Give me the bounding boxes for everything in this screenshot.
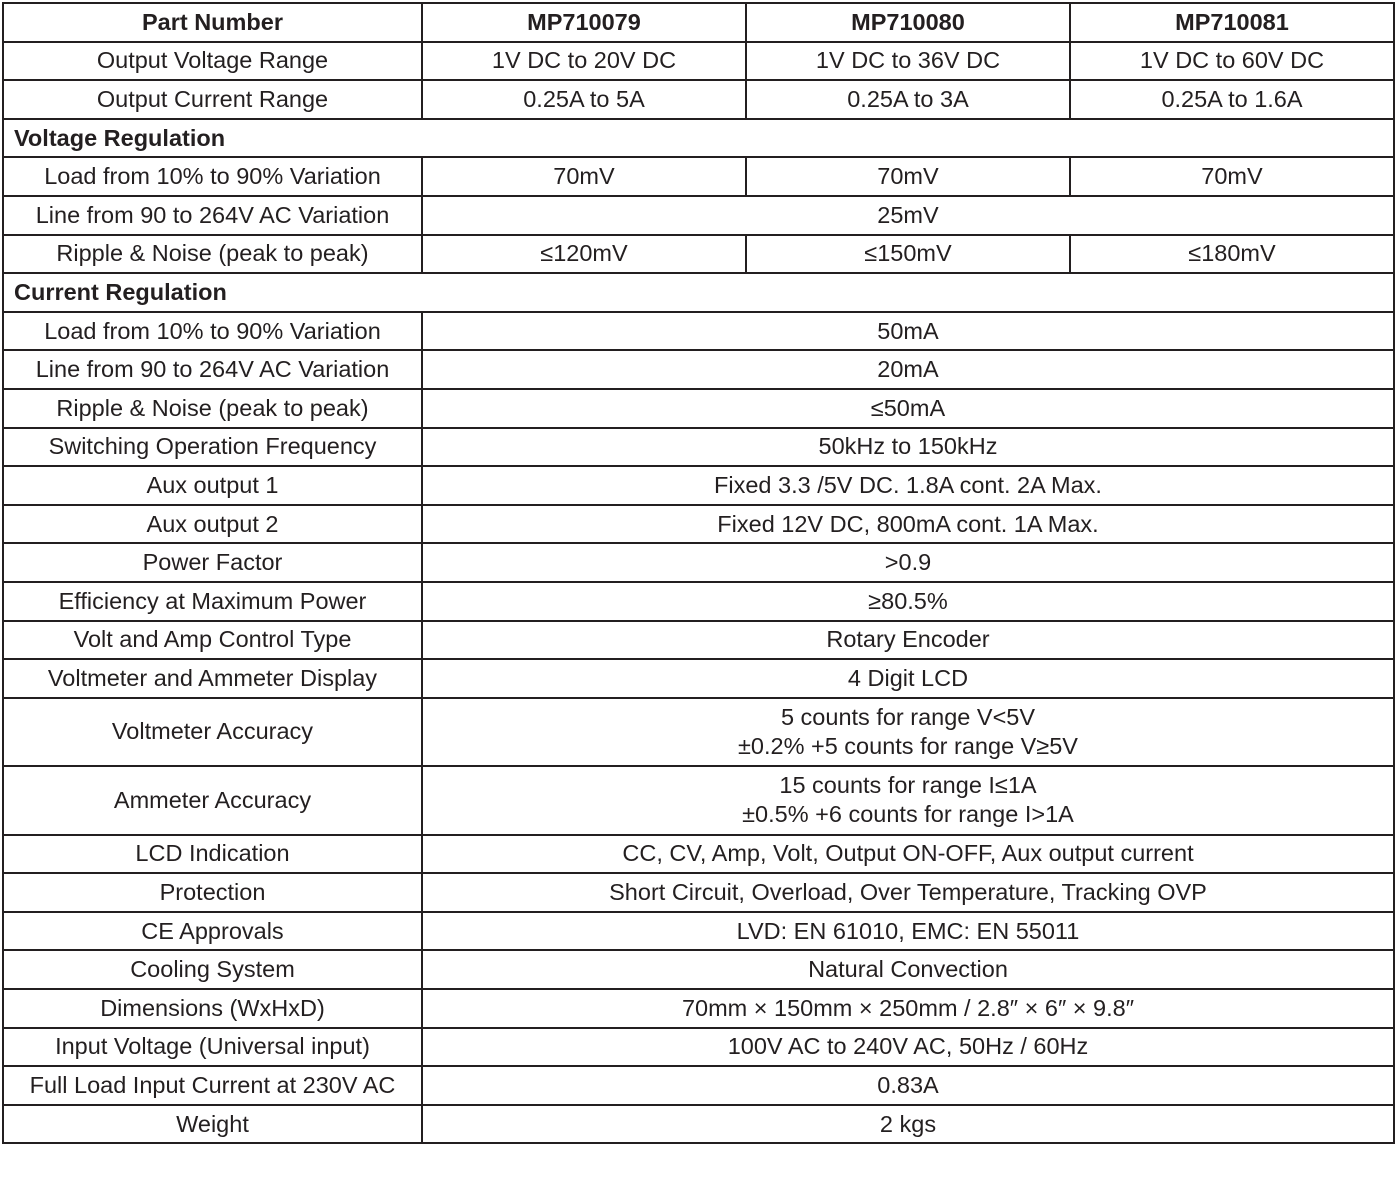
row-label: LCD Indication	[3, 835, 422, 874]
row-label: Load from 10% to 90% Variation	[3, 312, 422, 351]
row-value: Fixed 12V DC, 800mA cont. 1A Max.	[422, 505, 1394, 544]
row-value: 20mA	[422, 350, 1394, 389]
row-label: Input Voltage (Universal input)	[3, 1028, 422, 1067]
row-label: Weight	[3, 1105, 422, 1144]
row-value: ≤180mV	[1070, 235, 1394, 274]
row-label: Line from 90 to 264V AC Variation	[3, 196, 422, 235]
row-value: 0.25A to 3A	[746, 80, 1070, 119]
table-row	[3, 1105, 1394, 1144]
row-label: Ripple & Noise (peak to peak)	[3, 235, 422, 274]
table-row	[3, 873, 1394, 912]
table-row	[3, 1066, 1394, 1105]
table-row	[3, 350, 1394, 389]
row-value: Rotary Encoder	[422, 621, 1394, 660]
spec-table	[2, 2, 1395, 1144]
value-line-2: ±0.5% +6 counts for range I>1A	[742, 801, 1074, 828]
row-value: 0.25A to 1.6A	[1070, 80, 1394, 119]
model-header-1: MP710079	[422, 3, 746, 42]
row-label: CE Approvals	[3, 912, 422, 951]
row-value: ≤120mV	[422, 235, 746, 274]
row-value	[422, 766, 1394, 835]
row-value: Fixed 3.3 /5V DC. 1.8A cont. 2A Max.	[422, 466, 1394, 505]
row-value: 1V DC to 20V DC	[422, 42, 746, 81]
row-label: Aux output 1	[3, 466, 422, 505]
table-row	[3, 80, 1394, 119]
row-value: 0.83A	[422, 1066, 1394, 1105]
table-row	[3, 659, 1394, 698]
table-row	[3, 835, 1394, 874]
row-value: CC, CV, Amp, Volt, Output ON-OFF, Aux output current	[422, 835, 1394, 874]
row-label: Switching Operation Frequency	[3, 428, 422, 467]
row-value: LVD: EN 61010, EMC: EN 55011	[422, 912, 1394, 951]
table-row	[3, 389, 1394, 428]
table-row	[3, 582, 1394, 621]
row-label: Voltmeter and Ammeter Display	[3, 659, 422, 698]
table-row	[3, 1028, 1394, 1067]
model-header-3: MP710081	[1070, 3, 1394, 42]
row-label: Output Voltage Range	[3, 42, 422, 81]
row-label: Voltmeter Accuracy	[3, 698, 422, 767]
row-value: Short Circuit, Overload, Over Temperature, Tracking OVP	[422, 873, 1394, 912]
value-line-1: 15 counts for range I≤1A	[779, 772, 1037, 799]
header-row	[3, 3, 1394, 42]
row-value: 0.25A to 5A	[422, 80, 746, 119]
table-row	[3, 912, 1394, 951]
row-value: 1V DC to 60V DC	[1070, 42, 1394, 81]
table-row	[3, 698, 1394, 767]
row-value: Natural Convection	[422, 950, 1394, 989]
row-value: 50mA	[422, 312, 1394, 351]
row-value: 70mV	[746, 157, 1070, 196]
row-value: 2 kgs	[422, 1105, 1394, 1144]
section-current-regulation: Current Regulation	[3, 273, 1394, 312]
row-label: Load from 10% to 90% Variation	[3, 157, 422, 196]
row-label: Aux output 2	[3, 505, 422, 544]
part-number-header: Part Number	[3, 3, 422, 42]
table-row	[3, 42, 1394, 81]
table-row	[3, 989, 1394, 1028]
table-row	[3, 428, 1394, 467]
row-value: ≤150mV	[746, 235, 1070, 274]
table-row	[3, 543, 1394, 582]
table-row	[3, 312, 1394, 351]
section-row	[3, 119, 1394, 158]
row-label: Ammeter Accuracy	[3, 766, 422, 835]
row-value: >0.9	[422, 543, 1394, 582]
row-value: 1V DC to 36V DC	[746, 42, 1070, 81]
model-header-2: MP710080	[746, 3, 1070, 42]
table-row	[3, 196, 1394, 235]
value-line-2: ±0.2% +5 counts for range V≥5V	[738, 732, 1078, 759]
row-label: Protection	[3, 873, 422, 912]
row-value: 70mV	[422, 157, 746, 196]
table-row	[3, 505, 1394, 544]
row-label: Ripple & Noise (peak to peak)	[3, 389, 422, 428]
row-value: 4 Digit LCD	[422, 659, 1394, 698]
row-label: Volt and Amp Control Type	[3, 621, 422, 660]
row-value: 70mm × 150mm × 250mm / 2.8″ × 6″ × 9.8″	[422, 989, 1394, 1028]
row-value: 25mV	[422, 196, 1394, 235]
table-row	[3, 157, 1394, 196]
row-value: 70mV	[1070, 157, 1394, 196]
row-label: Full Load Input Current at 230V AC	[3, 1066, 422, 1105]
table-row	[3, 466, 1394, 505]
table-row	[3, 235, 1394, 274]
row-value: 50kHz to 150kHz	[422, 428, 1394, 467]
section-row	[3, 273, 1394, 312]
row-label: Cooling System	[3, 950, 422, 989]
row-label: Output Current Range	[3, 80, 422, 119]
row-value: 100V AC to 240V AC, 50Hz / 60Hz	[422, 1028, 1394, 1067]
row-label: Line from 90 to 264V AC Variation	[3, 350, 422, 389]
row-label: Power Factor	[3, 543, 422, 582]
section-voltage-regulation: Voltage Regulation	[3, 119, 1394, 158]
row-value	[422, 698, 1394, 767]
table-row	[3, 766, 1394, 835]
row-value: ≥80.5%	[422, 582, 1394, 621]
value-line-1: 5 counts for range V<5V	[780, 703, 1036, 730]
row-label: Efficiency at Maximum Power	[3, 582, 422, 621]
row-label: Dimensions (WxHxD)	[3, 989, 422, 1028]
table-row	[3, 950, 1394, 989]
table-row	[3, 621, 1394, 660]
row-value: ≤50mA	[422, 389, 1394, 428]
